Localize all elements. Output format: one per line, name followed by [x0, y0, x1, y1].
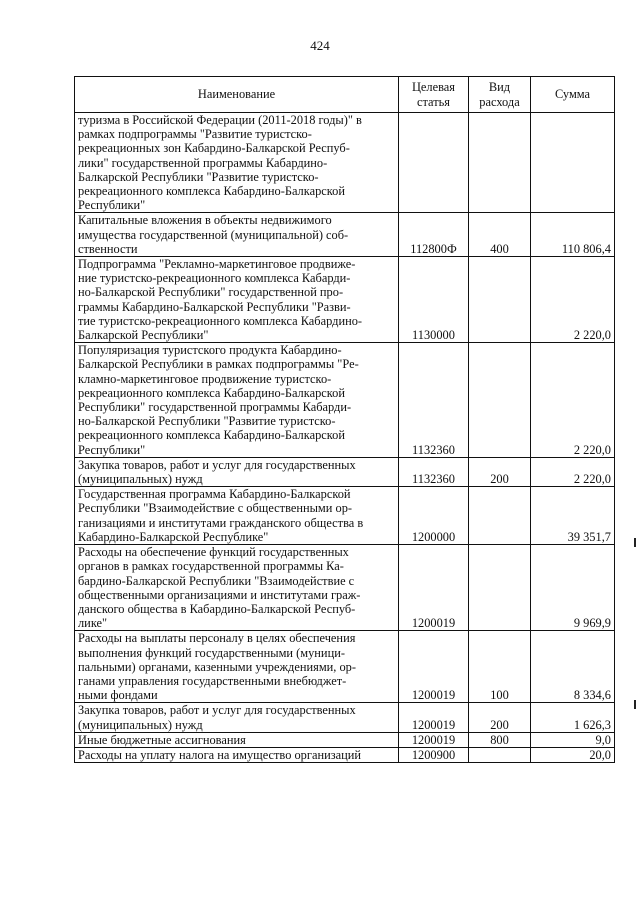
row-name: Подпрограмма "Рекламно-маркетинговое продвиже- ние туристско-рекреационного комплекса Кабарди- но-Балкарской Республики" государственной про- граммы Кабардино-Балкарской Республики "Разви- тие туристско-рекреационного комплекса Кабардино- Балкарской Республики": [75, 257, 399, 343]
row-sum: 8 334,6: [531, 631, 615, 703]
row-name: Закупка товаров, работ и услуг для государственных (муниципальных) нужд: [75, 457, 399, 486]
header-name: Наименование: [75, 77, 399, 113]
table-row: [75, 703, 615, 732]
row-target-article: 112800Ф: [399, 213, 469, 257]
row-expense-type: [469, 545, 531, 631]
table-header-row: [75, 77, 615, 113]
row-expense-type: 200: [469, 703, 531, 732]
row-expense-type: [469, 487, 531, 545]
row-name: Популяризация туристского продукта Кабардино- Балкарской Республики в рамках подпрограммы "Ре- кламно-маркетинговое продвижение туристско- рекреационного комплекса Кабардино-Балкарской Республики" государственной программы Кабарди- но-Балкарской Республики "Развитие туристско- рекреационного комплекса Кабардино-Балкарской Республики": [75, 343, 399, 458]
row-sum: 2 220,0: [531, 457, 615, 486]
row-sum: 2 220,0: [531, 343, 615, 458]
row-target-article: 1200019: [399, 703, 469, 732]
row-target-article: 1200900: [399, 747, 469, 762]
row-target-article: 1200019: [399, 732, 469, 747]
table-row: [75, 213, 615, 257]
row-target-article: 1130000: [399, 257, 469, 343]
row-expense-type: [469, 113, 531, 213]
page-number: 424: [310, 38, 330, 53]
row-sum: 39 351,7: [531, 487, 615, 545]
budget-table: [74, 76, 615, 763]
row-target-article: 1132360: [399, 343, 469, 458]
row-target-article: 1200019: [399, 631, 469, 703]
row-name: Капитальные вложения в объекты недвижимого имущества государственной (муниципальной) соб- ственности: [75, 213, 399, 257]
table-row: [75, 257, 615, 343]
row-sum: 110 806,4: [531, 213, 615, 257]
row-sum: 9 969,9: [531, 545, 615, 631]
header-sum: Сумма: [531, 77, 615, 113]
table-row: [75, 113, 615, 213]
row-expense-type: 200: [469, 457, 531, 486]
row-name: Закупка товаров, работ и услуг для государственных (муниципальных) нужд: [75, 703, 399, 732]
table-row: [75, 732, 615, 747]
row-target-article: 1200000: [399, 487, 469, 545]
row-target-article: [399, 113, 469, 213]
scan-edge-mark: [634, 700, 636, 709]
row-target-article: 1200019: [399, 545, 469, 631]
row-name: Расходы на обеспечение функций государственных органов в рамках государственной программы Ка- бардино-Балкарской Республики "Взаимодействие с общественными организациями и институтами граж- данского общества в Кабардино-Балкарской Респуб- лике": [75, 545, 399, 631]
table-row: [75, 545, 615, 631]
table-row: [75, 487, 615, 545]
scan-edge-mark: [634, 538, 636, 547]
row-expense-type: [469, 747, 531, 762]
table-row: [75, 747, 615, 762]
table-row: [75, 343, 615, 458]
row-sum: 20,0: [531, 747, 615, 762]
header-target-article: Целевая статья: [399, 77, 469, 113]
row-sum: 1 626,3: [531, 703, 615, 732]
row-name: туризма в Российской Федерации (2011-2018 годы)" в рамках подпрограммы "Развитие туристско- рекреационных зон Кабардино-Балкарской Респуб- лики" государственной программы Кабардино- Балкарской Республики "Развитие туристско- рекреационного комплекса Кабардино-Балкарской Республики": [75, 113, 399, 213]
row-sum: 2 220,0: [531, 257, 615, 343]
row-expense-type: 400: [469, 213, 531, 257]
row-sum: 9,0: [531, 732, 615, 747]
row-expense-type: 800: [469, 732, 531, 747]
row-expense-type: [469, 257, 531, 343]
row-expense-type: [469, 343, 531, 458]
row-expense-type: 100: [469, 631, 531, 703]
row-sum: [531, 113, 615, 213]
row-name: Государственная программа Кабардино-Балкарской Республики "Взаимодействие с общественными ор- ганизациями и институтами гражданского общества в Кабардино-Балкарской Республике": [75, 487, 399, 545]
header-expense-type: Вид расхода: [469, 77, 531, 113]
row-name: Иные бюджетные ассигнования: [75, 732, 399, 747]
table-row: [75, 457, 615, 486]
row-name: Расходы на выплаты персоналу в целях обеспечения выполнения функций государственными (муници- пальными) органами, казенными учреждениями, ор- ганами управления государственными внебюджет- ными фондами: [75, 631, 399, 703]
table-row: [75, 631, 615, 703]
row-target-article: 1132360: [399, 457, 469, 486]
row-name: Расходы на уплату налога на имущество организаций: [75, 747, 399, 762]
